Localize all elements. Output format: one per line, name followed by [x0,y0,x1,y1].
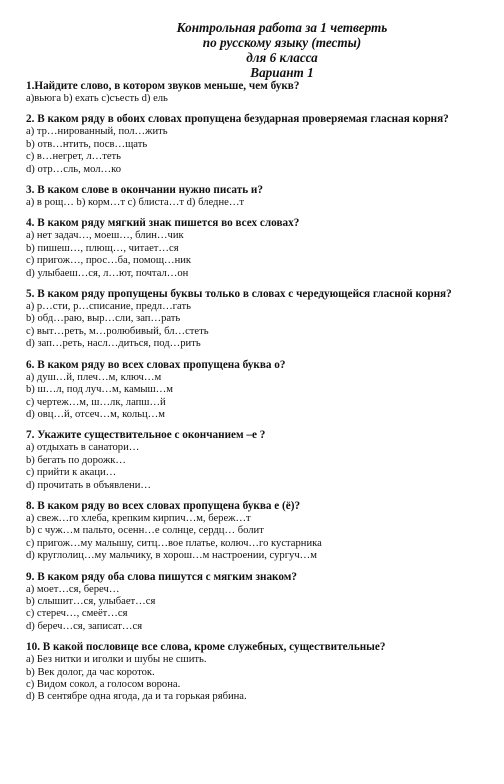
answer-option: d) В сентябре одна ягода, да и та горькая рябина. [26,691,247,703]
answer-option: а) отдыхать в санатори… [26,442,140,454]
question-block [26,113,488,176]
answer-option: d) отр…сль, мол…ко [26,163,122,175]
answer-option: c) в…негрет, л…теть [26,151,121,163]
answer-option: d) улыбаеш…ся, л…ют, почтал…он [26,267,189,279]
answer-option: c) выт…реть, м…ролюбивый, бл…стеть [26,325,209,337]
question-title: 9. В каком ряду оба слова пишутся с мягким знаком? [26,570,297,583]
answer-option: b) обд…раю, выр…сли, зап…рать [26,313,181,325]
header-variant: Вариант 1 [250,65,314,80]
document-header [76,20,488,80]
answer-option: c) пригож…, прос…ба, помощ…ник [26,255,192,267]
answer-option: c) чертеж…м, ш…лк, лапш…й [26,396,166,408]
answer-option: b) отв…нтить, посв…щать [26,138,148,150]
question-block [26,288,488,351]
answer-option: b) Век долог, да час короток. [26,666,155,678]
question-block [26,359,488,422]
answer-option: b) с чуж…м пальто, осенн…е солнце, сердц… болит [26,525,264,537]
answer-option: b) слышит…ся, улыбает…ся [26,595,156,607]
question-title: 8. В каком ряду во всех словах пропущена буква е (ё)? [26,499,301,512]
question-title: 4. В каком ряду мягкий знак пишется во всех словах? [26,217,300,230]
answer-options-inline: а) в рощ… b) корм…т c) блиста…т d) бледне…т [26,197,245,209]
answer-option: d) круглолиц…му мальчику, в хорош…м настроении, сургуч…м [26,550,317,562]
answer-option: а) тр…нированный, пол…жить [26,126,168,138]
answer-option: а) душ…й, плеч…м, ключ…м [26,371,162,383]
question-block [26,80,488,105]
answer-option: а) свеж…го хлеба, крепким кирпич…м, береж…т [26,512,251,524]
question-block [26,184,488,209]
answer-option: а) р…сти, р…списание, предл…гать [26,301,191,313]
question-title: 3. В каком слове в окончании нужно писать и? [26,184,263,197]
answer-options-inline: а)вьюга b) ехать c)съесть d) ель [26,93,168,104]
answer-option: b) бегать по дорожк… [26,454,126,466]
answer-option: а) моет…ся, береч… [26,583,120,595]
answer-option: c) пригож…му малышу, ситц…вое платье, колюч…го кустарника [26,537,322,549]
question-title: 7. Укажите существительное с окончанием –е ? [26,429,266,442]
answer-option: d) береч…ся, записат…ся [26,620,143,632]
question-title: 5. В каком ряду пропущены буквы только в словах с чередующейся гласной корня? [26,288,452,301]
answer-option: а) Без нитки и иголки и шубы не сшить. [26,654,207,666]
answer-option: d) прочитать в объявлени… [26,479,151,491]
answer-option: d) зап…реть, насл…диться, под…рить [26,338,201,350]
question-title: 10. В какой пословице все слова, кроме служебных, существительные? [26,641,386,654]
question-block [26,500,488,563]
answer-option: d) овц…й, отсеч…м, кольц…м [26,408,165,420]
answer-option: b) ш…л, под луч…м, камыш…м [26,384,173,396]
question-block [26,217,488,280]
header-grade: для 6 класса [246,50,318,65]
question-title: 6. В каком ряду во всех словах пропущена буква о? [26,358,286,371]
questions-list [26,80,488,704]
answer-option: а) нет задач…, моеш…, блин…чик [26,230,184,242]
answer-option: c) стереч…, смеёт…ся [26,608,128,620]
question-block [26,641,488,704]
answer-option: c) Видом сокол, а голосом ворона. [26,679,181,690]
question-block [26,571,488,634]
header-subject: по русскому языку (тесты) [202,35,362,50]
header-title: Контрольная работа за 1 четверть [176,20,388,35]
question-title: 1.Найдите слово, в котором звуков меньше, чем букв? [26,80,300,92]
question-block [26,429,488,492]
answer-option: c) прийти к акаци… [26,467,117,479]
answer-option: b) пишеш…, плющ…, читает…ся [26,242,179,254]
question-title: 2. В каком ряду в обоих словах пропущена безударная проверяемая гласная корня? [26,113,449,126]
